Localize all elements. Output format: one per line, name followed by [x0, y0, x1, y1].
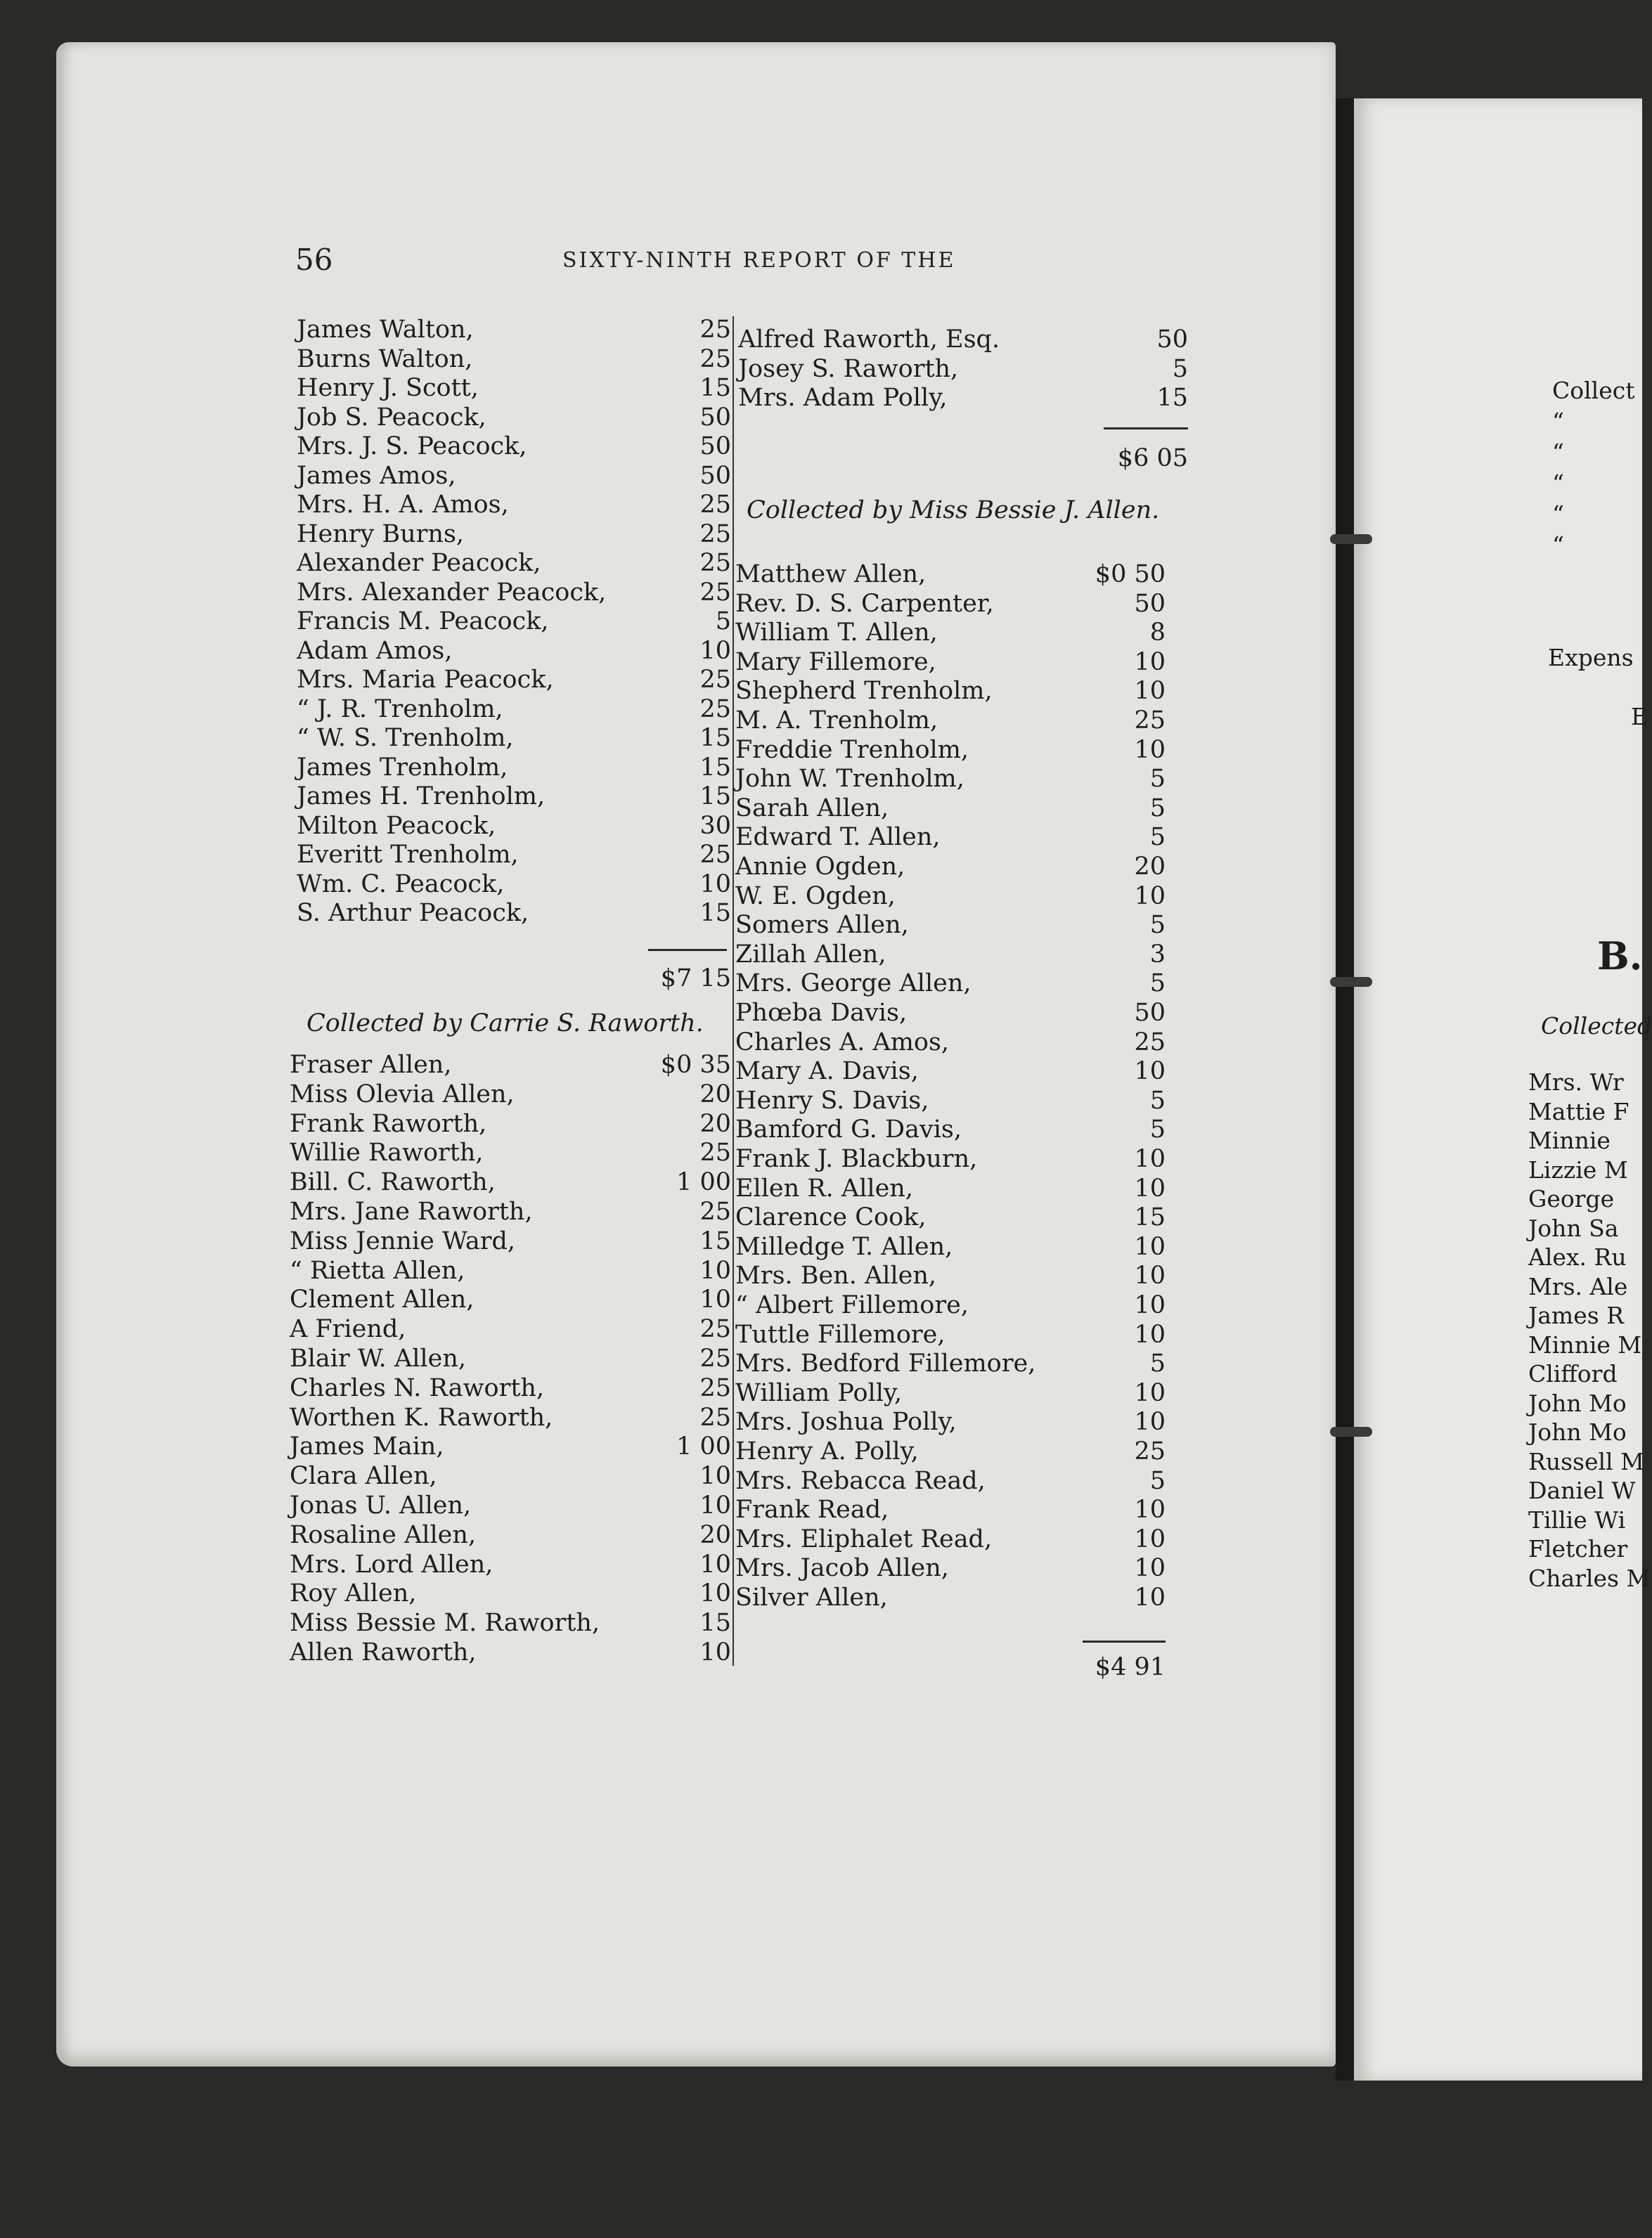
list-item [290, 1608, 731, 1638]
right-page-line: Daniel W [1528, 1477, 1636, 1504]
list-item [735, 910, 1166, 940]
contributor-name: Alexander Peacock, [297, 549, 541, 577]
contribution-amount: 10 [1134, 1408, 1166, 1437]
contributor-name: Henry S. Davis, [735, 1086, 929, 1115]
contribution-amount: 10 [699, 1492, 731, 1520]
list-item [290, 1314, 731, 1344]
right-page-line: Charles M [1528, 1564, 1651, 1592]
contributor-name: Annie Ogden, [735, 853, 905, 881]
contribution-amount: 25 [699, 694, 731, 723]
contributor-name: Ellen R. Allen, [735, 1174, 913, 1203]
list-item [297, 461, 731, 491]
contributor-name: Everitt Trenholm, [297, 841, 519, 869]
contribution-amount: 25 [699, 1315, 731, 1344]
contribution-amount: 5 [1149, 969, 1166, 998]
contributor-name: Milton Peacock, [297, 811, 496, 840]
list-item [290, 1080, 731, 1109]
right-page-line: Mattie F [1528, 1097, 1630, 1125]
contribution-amount: 25 [699, 1373, 731, 1402]
right-page-line: “ [1552, 470, 1564, 497]
list-item [735, 706, 1166, 735]
contribution-amount: 25 [699, 1198, 731, 1226]
contributor-name: Frank Raworth, [290, 1109, 487, 1138]
list-item [297, 723, 731, 753]
contributor-name: Zillah Allen, [735, 940, 886, 969]
contribution-amount: 10 [1134, 1525, 1166, 1553]
list-item [738, 354, 1188, 384]
binding-thread [1330, 977, 1372, 987]
page-header [295, 242, 1209, 285]
contributor-name: James Amos, [297, 461, 456, 490]
list-item [297, 432, 731, 461]
contributor-name: W. E. Ogden, [735, 881, 896, 910]
col2b-total: $4 91 [1095, 1653, 1166, 1681]
contributor-name: Roy Allen, [290, 1579, 417, 1608]
contributor-name: Mary A. Davis, [735, 1057, 919, 1086]
contribution-amount: 10 [1134, 1320, 1166, 1349]
list-item [290, 1344, 731, 1373]
right-page-line: “ [1552, 531, 1564, 559]
contributor-name: A Friend, [290, 1315, 406, 1344]
contributor-name: Mrs. H. A. Amos, [297, 491, 509, 519]
contribution-amount: 10 [699, 1579, 731, 1608]
contribution-amount: 20 [1134, 853, 1166, 881]
list-item [297, 840, 731, 869]
contributor-name: Mrs. George Allen, [735, 969, 972, 998]
contribution-amount: 10 [1134, 1291, 1166, 1319]
col2a-total: $6 05 [1117, 444, 1188, 472]
list-item [290, 1227, 731, 1256]
right-page-line: Clifford [1528, 1360, 1618, 1388]
contribution-amount: 25 [699, 1345, 731, 1373]
contributor-name: Mrs. Lord Allen, [290, 1550, 493, 1579]
list-item [290, 1197, 731, 1227]
contribution-amount: 50 [699, 432, 731, 460]
contribution-amount: 25 [1134, 1437, 1166, 1466]
contribution-amount: 25 [699, 1403, 731, 1432]
contribution-amount: 5 [1149, 911, 1166, 940]
contributor-name: Frank J. Blackburn, [735, 1145, 978, 1173]
list-item [735, 647, 1166, 677]
contributor-name: Allen Raworth, [290, 1638, 477, 1667]
contribution-amount: 15 [1134, 1203, 1166, 1232]
page-number: 56 [295, 242, 333, 277]
sum-rule [648, 949, 727, 951]
contributor-name: Worthen K. Raworth, [290, 1403, 553, 1432]
contribution-amount: 10 [1134, 647, 1166, 676]
contribution-amount: 3 [1149, 940, 1166, 969]
list-item [297, 869, 731, 899]
list-item [290, 1461, 731, 1491]
list-item [735, 764, 1166, 794]
contributor-name: Wm. C. Peacock, [297, 869, 505, 898]
contributor-name: Blair W. Allen, [290, 1345, 466, 1373]
contributor-name: Mrs. Eliphalet Read, [735, 1525, 993, 1553]
contributor-name: Mrs. Ben. Allen, [735, 1262, 937, 1291]
right-page-line: “ [1552, 439, 1564, 466]
contribution-amount: 15 [699, 724, 731, 752]
scan-background [0, 2081, 1642, 2238]
contributor-name: Mrs. J. S. Peacock, [297, 432, 527, 460]
list-item [297, 665, 731, 694]
contributor-name: Henry A. Polly, [735, 1437, 919, 1466]
contribution-amount: 25 [699, 578, 731, 607]
running-head: SIXTY-NINTH REPORT OF THE [562, 248, 956, 273]
contributor-name: Mrs. Rebacca Read, [735, 1466, 986, 1495]
contribution-amount: 25 [699, 549, 731, 577]
right-page-expense: Expens [1548, 644, 1634, 671]
contribution-amount: 25 [1134, 1028, 1166, 1056]
contributor-name: Job S. Peacock, [297, 403, 486, 432]
contribution-amount: 10 [699, 636, 731, 665]
list-item [735, 1466, 1166, 1496]
contributor-name: Charles A. Amos, [735, 1028, 950, 1056]
right-page-line: “ [1552, 500, 1564, 528]
contribution-amount: 25 [699, 316, 731, 344]
contribution-amount: 15 [699, 1227, 731, 1255]
list-item [738, 325, 1188, 354]
list-item [297, 636, 731, 666]
contribution-amount: 15 [699, 753, 731, 782]
contributor-name: Clarence Cook, [735, 1203, 927, 1232]
contribution-amount: 10 [699, 1638, 731, 1667]
contributor-name: Mrs. Jacob Allen, [735, 1554, 949, 1583]
contributor-name: William T. Allen, [735, 619, 938, 647]
right-page-line: Alex. Ru [1528, 1243, 1627, 1271]
contributor-name: Mrs. Alexander Peacock, [297, 578, 607, 607]
list-item [735, 1115, 1166, 1144]
contributor-name: Freddie Trenholm, [735, 735, 969, 764]
list-item [290, 1579, 731, 1608]
contributor-name: S. Arthur Peacock, [297, 899, 529, 927]
contributor-name: William Polly, [735, 1378, 903, 1407]
list-item [735, 1583, 1166, 1612]
contributor-name: Francis M. Peacock, [297, 607, 549, 635]
list-item [735, 1407, 1166, 1437]
contribution-amount: 30 [699, 811, 731, 840]
contribution-amount: 10 [699, 1462, 731, 1491]
contribution-amount: $0 50 [1095, 560, 1166, 588]
contributor-name: Mary Fillemore, [735, 647, 936, 676]
section-heading-bessie: Collected by Miss Bessie J. Allen. [747, 496, 1160, 524]
contributor-name: “ Albert Fillemore, [735, 1291, 969, 1319]
contributor-name: Mrs. Bedford Fillemore, [735, 1350, 1036, 1378]
right-page-line: John Sa [1528, 1214, 1619, 1242]
contribution-amount: 5 [1149, 1466, 1166, 1495]
contributor-name: Shepherd Trenholm, [735, 677, 993, 706]
list-item [735, 1086, 1166, 1115]
contribution-amount: 5 [1149, 1350, 1166, 1378]
contribution-amount: 10 [1134, 1262, 1166, 1291]
contribution-amount: 25 [699, 666, 731, 694]
contribution-amount: 5 [1149, 765, 1166, 794]
list-item [735, 852, 1166, 881]
contribution-amount: 25 [699, 1139, 731, 1167]
sum-rule [1083, 1641, 1166, 1643]
contribution-amount: 5 [715, 607, 731, 635]
list-item [290, 1285, 731, 1314]
contributor-name: Mrs. Adam Polly, [738, 384, 948, 412]
right-page-e: E [1631, 703, 1648, 730]
right-page-line: James R [1528, 1302, 1624, 1329]
contribution-amount: 10 [1134, 1496, 1166, 1525]
right-page-line: Mrs. Wr [1528, 1068, 1624, 1096]
contribution-amount: 25 [699, 519, 731, 548]
list-item [290, 1432, 731, 1461]
contributor-name: Mrs. Jane Raworth, [290, 1198, 533, 1226]
contribution-amount: 5 [1149, 1115, 1166, 1144]
contribution-amount: 5 [1172, 354, 1188, 383]
contribution-amount: 5 [1149, 794, 1166, 822]
contribution-amount: $0 35 [660, 1051, 731, 1079]
contribution-amount: 50 [1134, 589, 1166, 618]
list-item [735, 1174, 1166, 1203]
contributor-name: Alfred Raworth, Esq. [738, 325, 1000, 354]
list-item [738, 383, 1188, 413]
list-item [297, 403, 731, 432]
contribution-amount: 5 [1149, 823, 1166, 852]
contribution-amount: 25 [699, 491, 731, 519]
contributor-name: Frank Read, [735, 1496, 889, 1525]
right-page-collected: Collected [1541, 1012, 1652, 1040]
contributor-name: Bamford G. Davis, [735, 1115, 962, 1144]
contributor-name: Fraser Allen, [290, 1051, 452, 1079]
contribution-amount: 10 [1134, 1145, 1166, 1173]
list-item [290, 1403, 731, 1432]
contributor-name: Edward T. Allen, [735, 823, 941, 852]
list-item [735, 1232, 1166, 1262]
right-page-line: “ [1552, 408, 1564, 435]
contributor-name: M. A. Trenholm, [735, 706, 938, 735]
list-item [297, 898, 731, 928]
contributor-name: James Main, [290, 1432, 444, 1461]
list-item [297, 811, 731, 841]
contribution-amount: 25 [1134, 706, 1166, 735]
contribution-amount: 10 [699, 1286, 731, 1314]
right-page-heading-letter: B. [1597, 933, 1643, 978]
contribution-amount: 10 [1134, 1232, 1166, 1261]
list-item [290, 1138, 731, 1167]
contributor-name: James Trenholm, [297, 753, 508, 782]
list-item [735, 1495, 1166, 1525]
contribution-amount: 10 [699, 1256, 731, 1285]
right-page-line: Lizzie M [1528, 1156, 1628, 1184]
contribution-amount: 10 [1134, 1174, 1166, 1203]
contributor-name: Mrs. Maria Peacock, [297, 666, 554, 694]
list-item [290, 1373, 731, 1403]
list-item [735, 794, 1166, 823]
contribution-amount: 50 [699, 461, 731, 490]
list-item [735, 589, 1166, 619]
list-item [735, 881, 1166, 911]
contribution-amount: 25 [699, 344, 731, 373]
contribution-amount: 10 [1134, 1378, 1166, 1407]
list-item [297, 782, 731, 811]
list-item [735, 560, 1166, 589]
right-page-line: Minnie M [1528, 1331, 1642, 1359]
contributor-name: Rev. D. S. Carpenter, [735, 589, 994, 618]
contribution-amount: 50 [699, 403, 731, 432]
book-gutter [1336, 98, 1354, 2081]
contributor-name: Sarah Allen, [735, 794, 889, 822]
list-item [735, 998, 1166, 1028]
list-item [297, 315, 731, 344]
list-item [735, 1553, 1166, 1583]
contributor-name: Milledge T. Allen, [735, 1232, 953, 1261]
contribution-amount: 50 [1134, 999, 1166, 1027]
list-item [735, 1261, 1166, 1291]
contribution-amount: 10 [1134, 1584, 1166, 1612]
contribution-amount: 20 [699, 1520, 731, 1549]
contributor-name: Clara Allen, [290, 1462, 437, 1491]
list-item [290, 1050, 731, 1080]
binding-thread [1330, 534, 1372, 544]
contributor-name: Phœba Davis, [735, 999, 908, 1027]
contributor-name: Jonas U. Allen, [290, 1492, 472, 1520]
list-item [735, 1349, 1166, 1378]
list-item [735, 1203, 1166, 1232]
list-item [735, 1028, 1166, 1057]
right-page-line: Fletcher [1528, 1535, 1628, 1563]
list-item [297, 753, 731, 782]
contribution-amount: 15 [699, 782, 731, 810]
list-item [297, 548, 731, 578]
contributor-name: “ W. S. Trenholm, [297, 724, 514, 752]
contributor-name: “ Rietta Allen, [290, 1256, 465, 1285]
contributor-name: Henry Burns, [297, 519, 465, 548]
contribution-amount: 50 [1156, 325, 1188, 354]
list-item [735, 618, 1166, 647]
list-item [735, 1525, 1166, 1554]
binding-thread [1330, 1427, 1372, 1437]
right-page-line: John Mo [1528, 1418, 1627, 1446]
contribution-amount: 15 [1156, 384, 1188, 412]
contributor-name: John W. Trenholm, [735, 765, 964, 794]
list-item [735, 1378, 1166, 1408]
contributor-name: Clement Allen, [290, 1286, 475, 1314]
contributor-name: Henry J. Scott, [297, 374, 479, 402]
right-page-line: Tillie Wi [1528, 1506, 1626, 1534]
contributor-name: Matthew Allen, [735, 560, 927, 588]
contribution-amount: 20 [699, 1109, 731, 1138]
list-item [735, 1291, 1166, 1320]
right-page-line: John Mo [1528, 1389, 1627, 1417]
list-item [297, 490, 731, 519]
contributor-name: Miss Olevia Allen, [290, 1080, 515, 1108]
contributor-name: Miss Bessie M. Raworth, [290, 1609, 600, 1638]
contributor-name: Josey S. Raworth, [738, 354, 959, 383]
list-item [735, 676, 1166, 706]
contribution-amount: 15 [699, 899, 731, 927]
contribution-amount: 1 00 [676, 1432, 731, 1461]
contribution-amount: 20 [699, 1080, 731, 1108]
list-item [297, 373, 731, 403]
contributor-name: Miss Jennie Ward, [290, 1227, 515, 1255]
contributor-name: Silver Allen, [735, 1584, 888, 1612]
contribution-amount: 10 [699, 1550, 731, 1579]
right-page-line: Minnie [1528, 1127, 1611, 1154]
list-item [735, 1056, 1166, 1086]
contribution-amount: 10 [1134, 677, 1166, 706]
contributor-name: Adam Amos, [297, 636, 453, 665]
list-item [735, 940, 1166, 969]
list-item [297, 607, 731, 636]
contribution-amount: 25 [699, 841, 731, 869]
contributor-name: Burns Walton, [297, 344, 473, 373]
contributor-name: James Walton, [297, 316, 474, 344]
contributor-name: Tuttle Fillemore, [735, 1320, 946, 1349]
right-page-line: George [1528, 1185, 1615, 1212]
list-item [290, 1256, 731, 1286]
contribution-amount: 10 [1134, 881, 1166, 910]
contributor-name: James H. Trenholm, [297, 782, 546, 810]
contribution-amount: 10 [1134, 1554, 1166, 1583]
list-item [297, 344, 731, 374]
right-page-line: Collect [1552, 377, 1635, 404]
list-item [297, 519, 731, 549]
column-divider [733, 316, 734, 1666]
list-item [735, 822, 1166, 852]
contributor-name: “ J. R. Trenholm, [297, 694, 503, 723]
list-item [290, 1520, 731, 1550]
section-heading-carrie: Collected by Carrie S. Raworth. [306, 1009, 704, 1037]
contributor-name: Mrs. Joshua Polly, [735, 1408, 957, 1437]
list-item [297, 694, 731, 724]
contribution-amount: 15 [699, 374, 731, 402]
contribution-amount: 10 [1134, 1057, 1166, 1086]
contribution-amount: 8 [1149, 619, 1166, 647]
list-item [735, 1320, 1166, 1350]
right-page-line: Russell M [1528, 1447, 1644, 1475]
col1-total: $7 15 [660, 964, 731, 992]
contribution-amount: 10 [699, 869, 731, 898]
list-item [735, 735, 1166, 765]
sum-rule [1104, 427, 1188, 429]
contribution-amount: 5 [1149, 1086, 1166, 1115]
contributor-name: Charles N. Raworth, [290, 1373, 545, 1402]
list-item [297, 578, 731, 607]
list-item [290, 1491, 731, 1520]
list-item [735, 969, 1166, 998]
list-item [735, 1437, 1166, 1466]
contribution-amount: 1 00 [676, 1168, 731, 1197]
right-page-line: Mrs. Ale [1528, 1272, 1628, 1300]
list-item [290, 1167, 731, 1197]
contributor-name: Somers Allen, [735, 911, 909, 940]
list-item [290, 1550, 731, 1579]
contributor-name: Bill. C. Raworth, [290, 1168, 496, 1197]
list-item [290, 1109, 731, 1139]
contribution-amount: 15 [699, 1609, 731, 1638]
contributor-name: Rosaline Allen, [290, 1520, 477, 1549]
list-item [290, 1638, 731, 1667]
contribution-amount: 10 [1134, 735, 1166, 764]
list-item [735, 1144, 1166, 1174]
contributor-name: Willie Raworth, [290, 1139, 484, 1167]
